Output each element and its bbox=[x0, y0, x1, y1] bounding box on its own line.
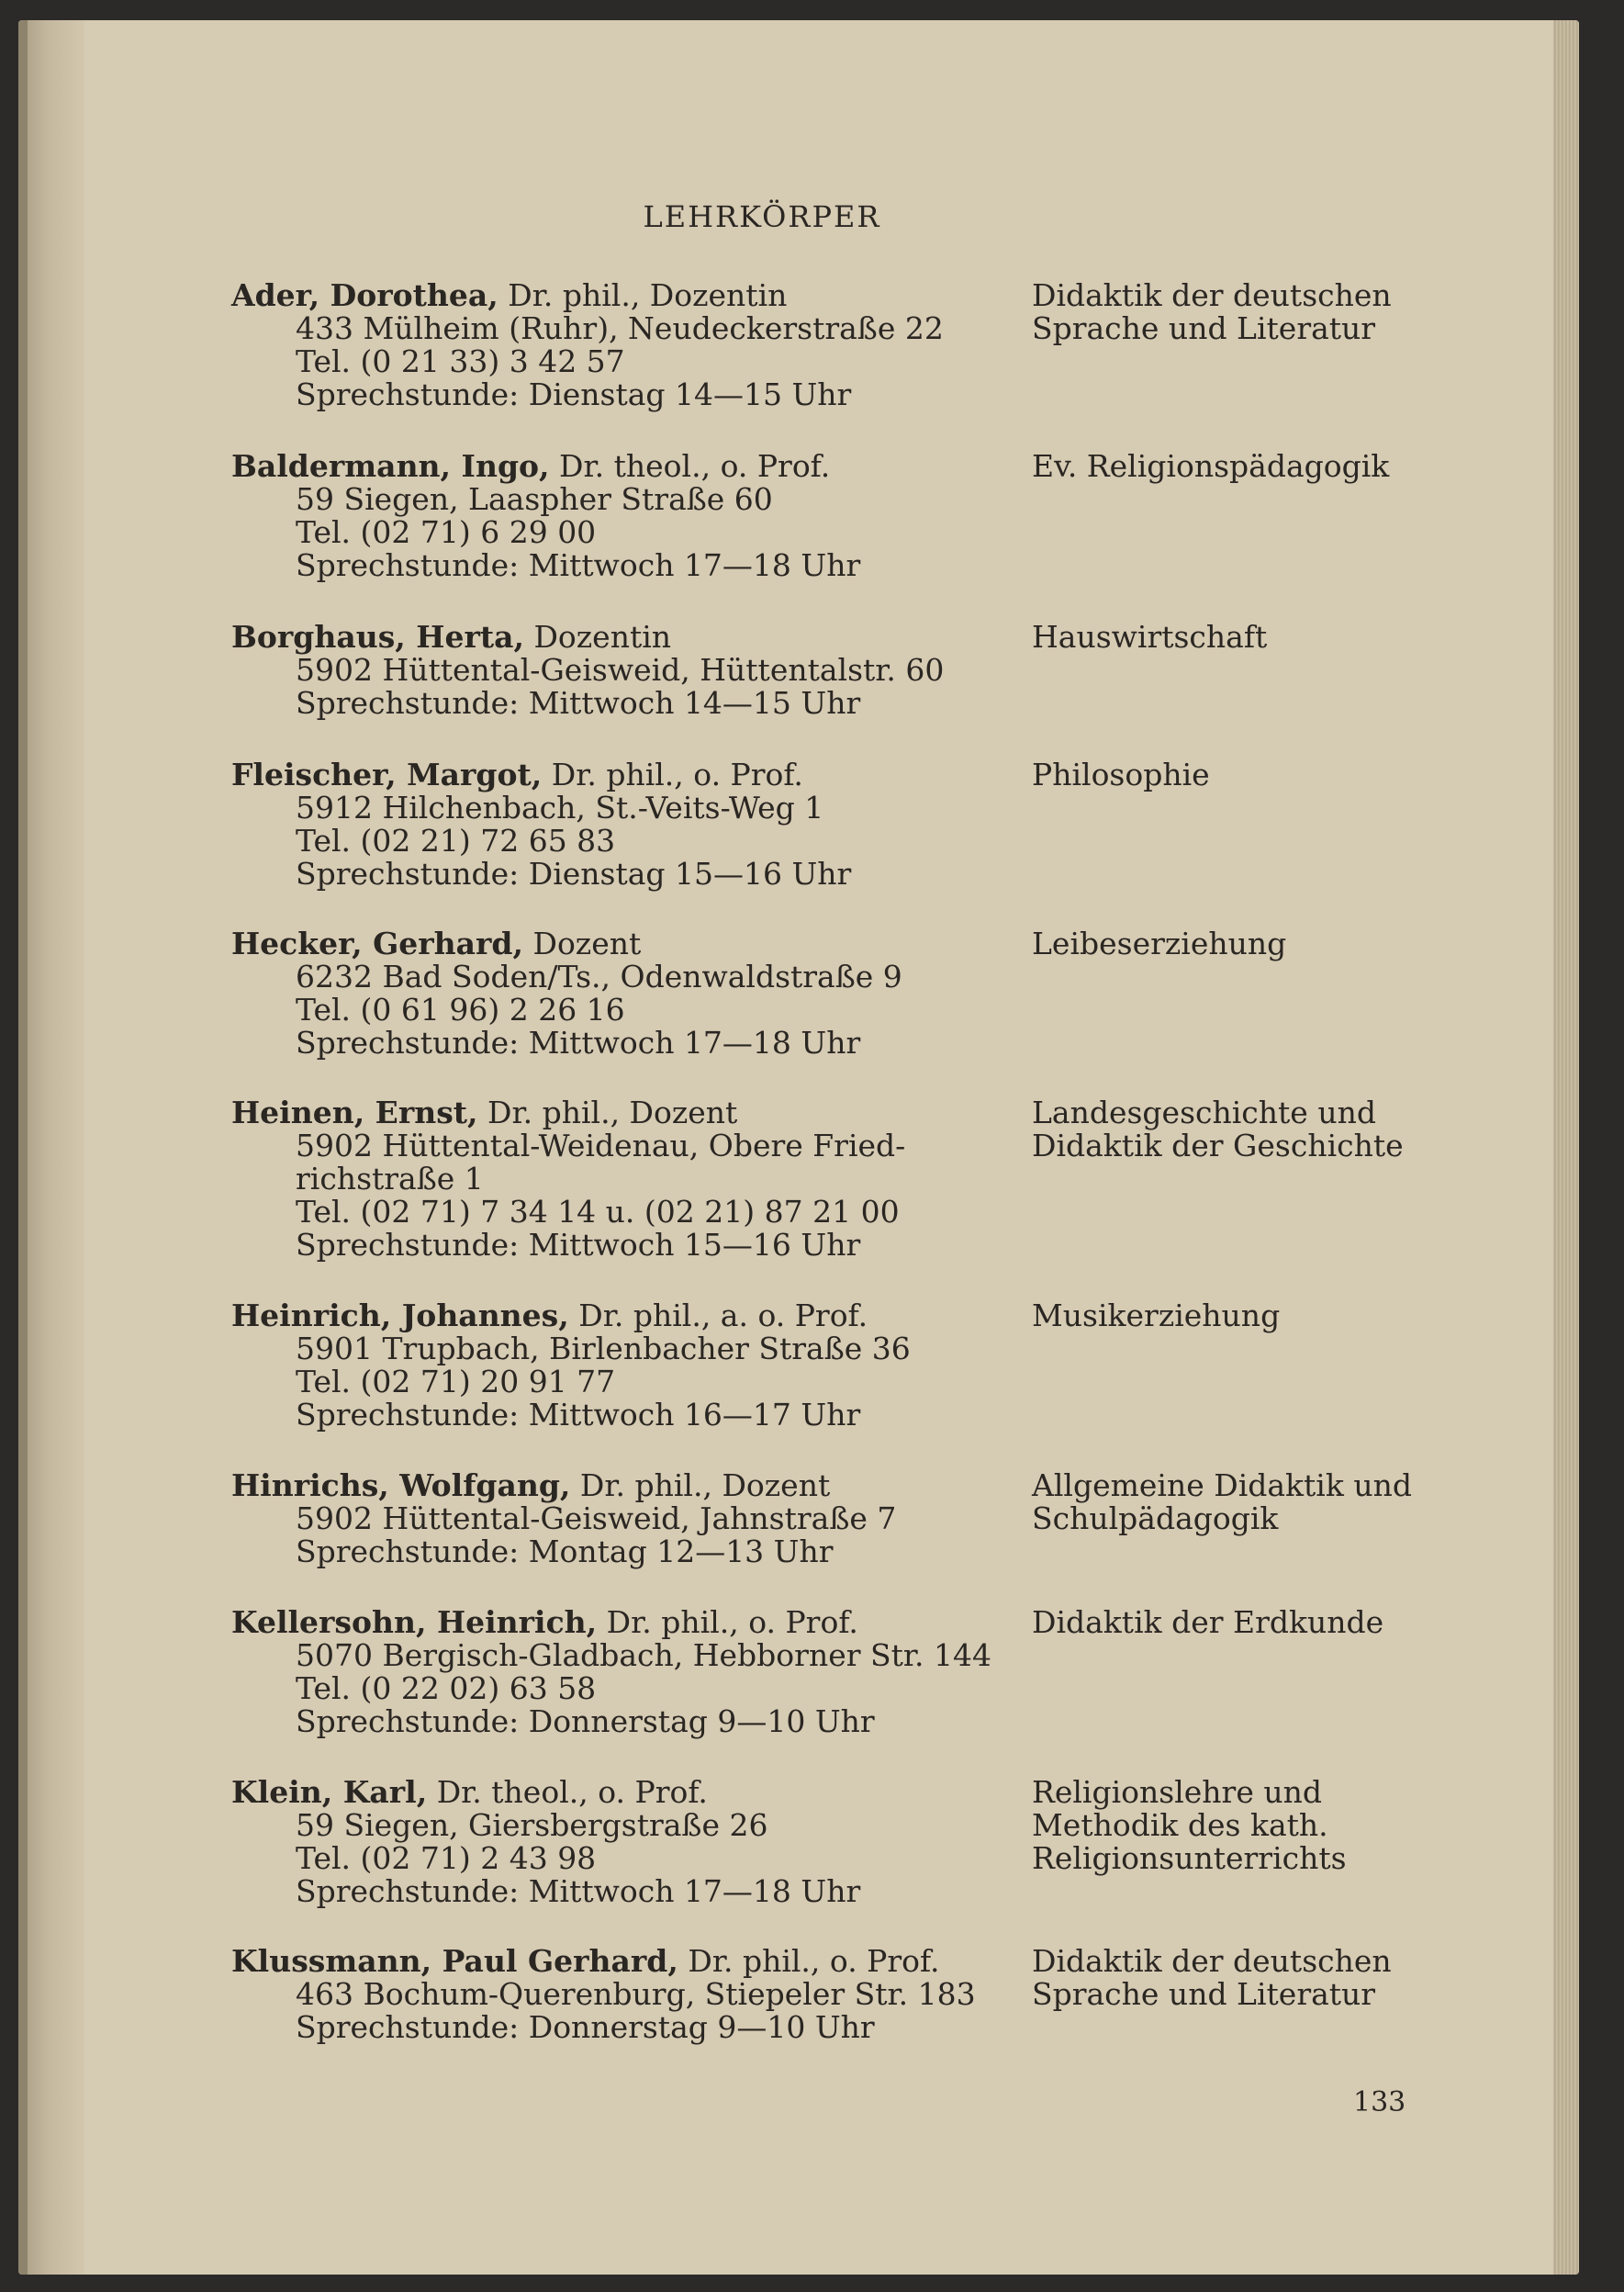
faculty-title: Dr. phil., o. Prof. bbox=[688, 1943, 940, 1979]
office-hours-line: Sprechstunde: Mittwoch 16—17 Uhr bbox=[296, 1397, 861, 1432]
faculty-title: Dr. phil., o. Prof. bbox=[606, 1604, 858, 1640]
faculty-title: Dr. phil., Dozent bbox=[487, 1095, 738, 1130]
faculty-title: Dr. phil., Dozent bbox=[579, 1467, 831, 1503]
faculty-subject: Allgemeine Didaktik und Schulpädagogik bbox=[1032, 1467, 1412, 1536]
faculty-name: Fleischer, Margot, bbox=[231, 757, 543, 792]
office-hours-line: Sprechstunde: Dienstag 14—15 Uhr bbox=[296, 376, 852, 412]
book-page bbox=[18, 20, 1579, 2275]
address-line: 59 Siegen, Laaspher Straße 60 bbox=[296, 481, 773, 517]
address-line: richstraße 1 bbox=[296, 1161, 484, 1197]
office-hours-line: Sprechstunde: Mittwoch 17—18 Uhr bbox=[296, 1873, 861, 1909]
address-line: 5912 Hilchenbach, St.-Veits-Weg 1 bbox=[296, 790, 824, 826]
office-hours-line: Sprechstunde: Dienstag 15—16 Uhr bbox=[296, 856, 852, 892]
phone-line: Tel. (0 21 33) 3 42 57 bbox=[296, 343, 625, 379]
faculty-subject: Didaktik der Erdkunde bbox=[1032, 1604, 1384, 1640]
address-line: 6232 Bad Soden/Ts., Odenwaldstraße 9 bbox=[296, 959, 902, 994]
faculty-subject: Ev. Religionspädagogik bbox=[1032, 448, 1390, 484]
faculty-title: Dr. phil., o. Prof. bbox=[551, 757, 803, 792]
faculty-subject: Landesgeschichte und Didaktik der Geschichte bbox=[1032, 1095, 1404, 1163]
phone-line: Tel. (02 71) 6 29 00 bbox=[296, 514, 597, 550]
office-hours-line: Sprechstunde: Mittwoch 15—16 Uhr bbox=[296, 1227, 861, 1263]
address-line: 5902 Hüttental-Geisweid, Jahnstraße 7 bbox=[296, 1500, 897, 1536]
address-line: 59 Siegen, Giersbergstraße 26 bbox=[296, 1807, 768, 1843]
office-hours-line: Sprechstunde: Donnerstag 9—10 Uhr bbox=[296, 2009, 875, 2045]
office-hours-line: Sprechstunde: Mittwoch 17—18 Uhr bbox=[296, 1025, 861, 1061]
faculty-title: Dozent bbox=[532, 926, 642, 961]
faculty-name: Hecker, Gerhard, bbox=[231, 926, 523, 961]
office-hours-line: Sprechstunde: Montag 12—13 Uhr bbox=[296, 1534, 834, 1569]
office-hours-line: Sprechstunde: Mittwoch 14—15 Uhr bbox=[296, 685, 861, 721]
faculty-subject: Hauswirtschaft bbox=[1032, 619, 1268, 655]
address-line: 5902 Hüttental-Weidenau, Obere Fried- bbox=[296, 1128, 906, 1163]
faculty-name: Kellersohn, Heinrich, bbox=[231, 1604, 598, 1640]
faculty-title: Dr. phil., a. o. Prof. bbox=[578, 1298, 868, 1333]
page-stack-edge bbox=[1553, 20, 1579, 2275]
faculty-name: Klein, Karl, bbox=[231, 1774, 428, 1810]
address-line: 5902 Hüttental-Geisweid, Hüttentalstr. 60 bbox=[296, 652, 945, 688]
address-line: 463 Bochum-Querenburg, Stiepeler Str. 183 bbox=[296, 1976, 976, 2012]
address-line: 433 Mülheim (Ruhr), Neudeckerstraße 22 bbox=[296, 310, 944, 346]
faculty-name: Heinrich, Johannes, bbox=[231, 1298, 569, 1333]
address-line: 5901 Trupbach, Birlenbacher Straße 36 bbox=[296, 1331, 911, 1366]
page-gutter-shadow bbox=[18, 20, 84, 2275]
faculty-subject: Didaktik der deutschen Sprache und Literatur bbox=[1032, 1943, 1392, 2012]
phone-line: Tel. (02 71) 2 43 98 bbox=[296, 1840, 597, 1876]
faculty-name: Heinen, Ernst, bbox=[231, 1095, 478, 1130]
faculty-subject: Didaktik der deutschen Sprache und Literatur bbox=[1032, 277, 1392, 346]
faculty-name: Klussmann, Paul Gerhard, bbox=[231, 1943, 678, 1979]
faculty-subject: Musikerziehung bbox=[1032, 1298, 1281, 1333]
faculty-name: Borghaus, Herta, bbox=[231, 619, 524, 655]
office-hours-line: Sprechstunde: Donnerstag 9—10 Uhr bbox=[296, 1703, 875, 1739]
faculty-title: Dozentin bbox=[533, 619, 672, 655]
faculty-title: Dr. theol., o. Prof. bbox=[436, 1774, 708, 1810]
faculty-subject: Religionslehre und Methodik des kath. Religionsunterrichts bbox=[1032, 1774, 1347, 1876]
faculty-subject: Philosophie bbox=[1032, 757, 1210, 792]
faculty-title: Dr. theol., o. Prof. bbox=[559, 448, 831, 484]
office-hours-line: Sprechstunde: Mittwoch 17—18 Uhr bbox=[296, 547, 861, 583]
address-line: 5070 Bergisch-Gladbach, Hebborner Str. 144 bbox=[296, 1637, 991, 1673]
faculty-subject: Leibeserziehung bbox=[1032, 926, 1287, 961]
phone-line: Tel. (0 61 96) 2 26 16 bbox=[296, 992, 625, 1028]
faculty-name: Hinrichs, Wolfgang, bbox=[231, 1467, 571, 1503]
page-number: 133 bbox=[1353, 2086, 1406, 2118]
phone-line: Tel. (0 22 02) 63 58 bbox=[296, 1670, 597, 1706]
faculty-title: Dr. phil., Dozentin bbox=[508, 277, 788, 313]
phone-line: Tel. (02 71) 20 91 77 bbox=[296, 1364, 616, 1399]
page-edge bbox=[18, 20, 28, 2275]
faculty-name: Baldermann, Ingo, bbox=[231, 448, 550, 484]
running-head: LEHRKÖRPER bbox=[643, 199, 881, 234]
phone-line: Tel. (02 71) 7 34 14 u. (02 21) 87 21 00 bbox=[296, 1194, 900, 1230]
faculty-name: Ader, Dorothea, bbox=[231, 277, 498, 313]
phone-line: Tel. (02 21) 72 65 83 bbox=[296, 823, 616, 859]
